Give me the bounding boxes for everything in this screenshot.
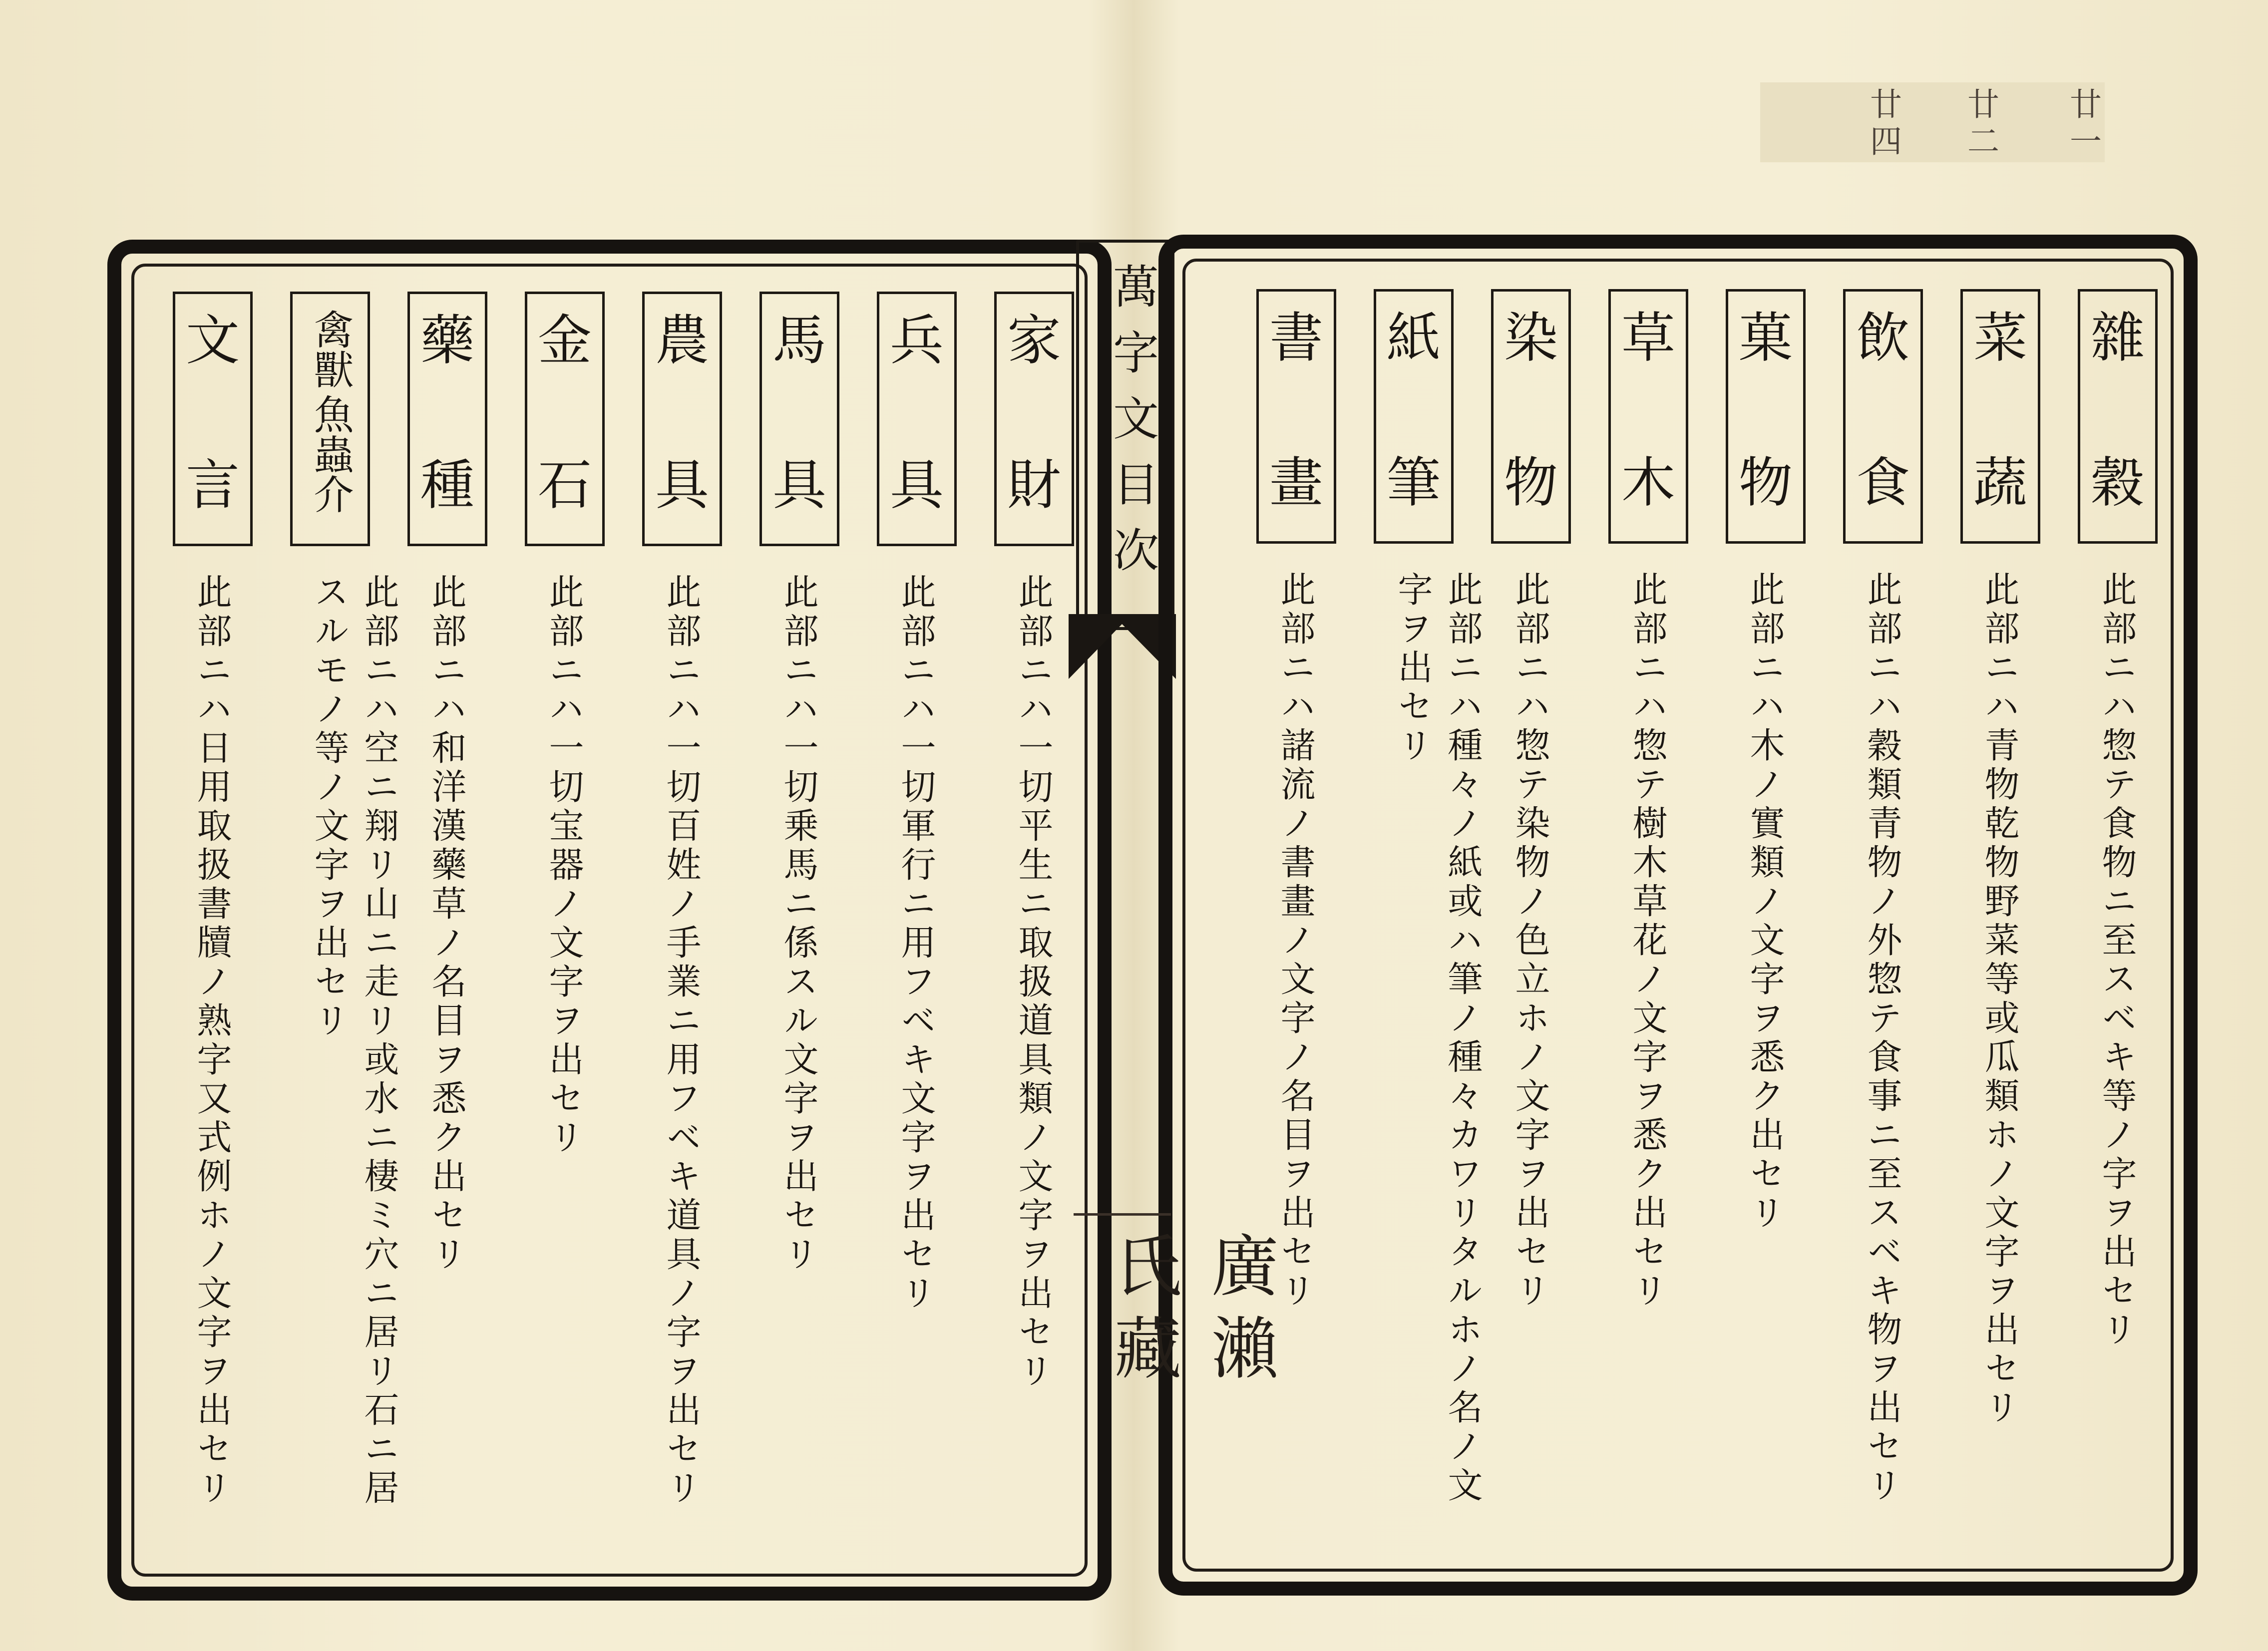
section-description: 此部ニハ木ノ實類ノ文字ヲ悉ク出セリ — [1744, 571, 1785, 1233]
folio-number: 廿一 — [2064, 87, 2101, 161]
section-description: 此部ニハ一切乗馬ニ係スル文字ヲ出セリ — [778, 574, 819, 1275]
section-description: 此部ニハ一切平生ニ取扱道具類ノ文字ヲ出セリ — [1013, 574, 1054, 1391]
right-inner-frame — [1182, 259, 2174, 1572]
section-title: 染 物 — [1491, 289, 1571, 544]
folio-number: 廿四 — [1865, 87, 1901, 161]
section-title: 書 畫 — [1256, 289, 1336, 544]
ownership-stamp — [1074, 1213, 1278, 1475]
folio-number: 廿二 — [1962, 87, 1999, 161]
spine-title: 萬字文目次 — [1106, 263, 1159, 592]
section-title: 農 具 — [642, 292, 722, 546]
section-title: 文 言 — [173, 292, 253, 546]
section-title: 藥 種 — [407, 292, 487, 546]
section-description: 此部ニハ諸流ノ書畫ノ文字ノ名目ヲ出セリ — [1275, 571, 1316, 1311]
section-title: 馬 具 — [759, 292, 839, 546]
section-title: 草 木 — [1608, 289, 1688, 544]
right-page-frame — [1158, 235, 2198, 1596]
section-description: 此部ニハ種々ノ紙或ハ筆ノ種々カワリタルホノ名ノ文字ヲ出セリ — [1392, 571, 1483, 1506]
section-description: 此部ニハ和洋漢藥草ノ名目ヲ悉ク出セリ — [426, 574, 467, 1275]
section-description: 此部ニハ惣テ染物ノ色立ホノ文字ヲ出セリ — [1510, 571, 1550, 1311]
folio-label — [1760, 82, 2105, 162]
section-title: 家 財 — [994, 292, 1074, 546]
section-description: 此部ニハ日用取扱書牘ノ熟字又式例ホノ文字ヲ出セリ — [191, 574, 232, 1508]
section-title: 兵 具 — [877, 292, 957, 546]
section-title: 紙 筆 — [1374, 289, 1454, 544]
section-description: 此部ニハ惣テ食物ニ至スベキ等ノ字ヲ出セリ — [2096, 571, 2137, 1350]
section-title: 金 石 — [525, 292, 605, 546]
section-title: 飲 食 — [1843, 289, 1923, 544]
left-page-frame — [107, 240, 1112, 1601]
section-title: 菜 蔬 — [1960, 289, 2040, 544]
section-description: 此部ニハ青物乾物野菜等或瓜類ホノ文字ヲ出セリ — [1979, 571, 2020, 1428]
section-description: 此部ニハ惣テ樹木草花ノ文字ヲ悉ク出セリ — [1627, 571, 1668, 1311]
section-description: 此部ニハ空ニ翔リ山ニ走リ或水ニ棲ミ穴ニ居リ石ニ居スルモノ等ノ文字ヲ出セリ — [309, 574, 399, 1508]
left-inner-frame — [131, 264, 1088, 1577]
section-title: 禽獸 魚蟲介 — [290, 292, 370, 546]
section-description: 此部ニハ一切百姓ノ手業ニ用フベキ道具ノ字ヲ出セリ — [661, 574, 702, 1508]
section-title: 菓 物 — [1726, 289, 1806, 544]
section-description: 此部ニハ穀類青物ノ外惣テ食事ニ至スベキ物ヲ出セリ — [1862, 571, 1902, 1506]
stamp-text: 廣瀨氏藏 — [1103, 1231, 1278, 1395]
section-title: 雜 穀 — [2078, 289, 2158, 544]
section-description: 此部ニハ一切宝器ノ文字ヲ出セリ — [543, 574, 584, 1158]
section-description: 此部ニハ一切軍行ニ用フベキ文字ヲ出セリ — [895, 574, 936, 1314]
